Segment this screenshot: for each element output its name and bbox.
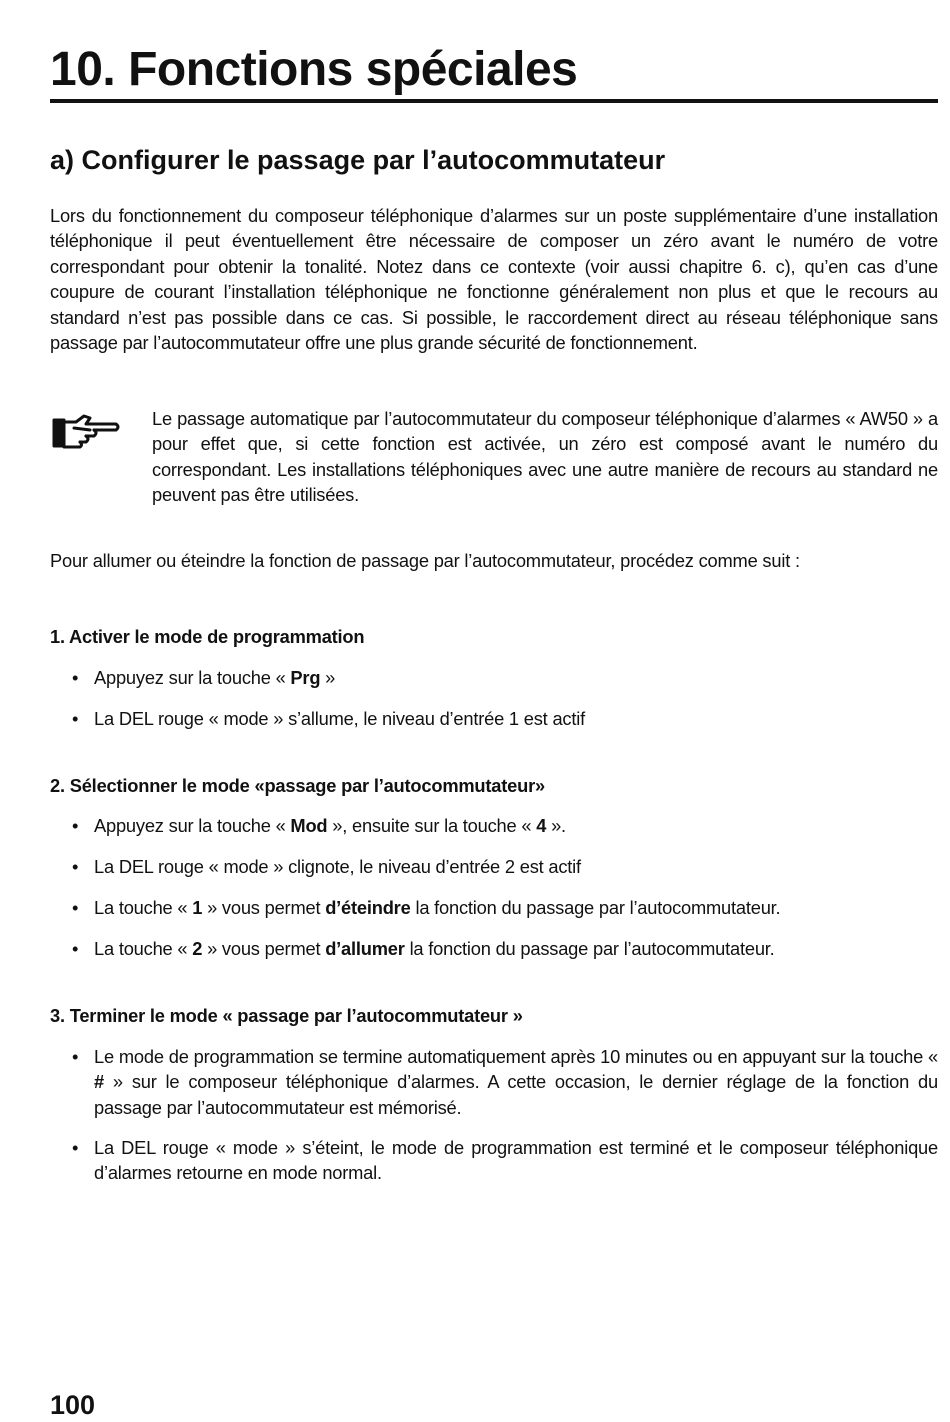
bullet-marker: •: [72, 708, 79, 729]
bullet-marker: •: [72, 1046, 79, 1067]
step-3-heading: 3. Terminer le mode « passage par l’autocommutateur »: [50, 1005, 523, 1026]
section-heading: a) Configurer le passage par l’autocommutateur: [50, 145, 666, 175]
bullet-marker: •: [72, 815, 79, 836]
step-2-heading: 2. Sélectionner le mode «passage par l’autocommutateur»: [50, 775, 545, 796]
step-1-heading: 1. Activer le mode de programmation: [50, 626, 365, 647]
bullet-marker: •: [72, 856, 79, 877]
bullet-marker: •: [72, 1137, 79, 1158]
pointing-hand-icon: [50, 412, 122, 452]
list-item-text: Le mode de programmation se termine automatiquement après 10 minutes ou en appuyant sur la touche « # » sur le composeur téléphonique d’alarmes. A cette occasion, le dernier réglage de la fonction du passage par l’autocommutateur est mémorisé.: [94, 1046, 938, 1118]
list-item-text: La DEL rouge « mode » clignote, le niveau d’entrée 2 est actif: [94, 856, 581, 877]
list-item-text: Appuyez sur la touche « Mod », ensuite sur la touche « 4 ».: [94, 815, 566, 836]
title-rule: [50, 99, 938, 103]
bullet-marker: •: [72, 667, 79, 688]
list-item-text: La DEL rouge « mode » s’éteint, le mode de programmation est terminé et le composeur téléphonique d’alarmes retourne en mode normal.: [94, 1137, 938, 1184]
bullet-marker: •: [72, 897, 79, 918]
note-text: Le passage automatique par l’autocommutateur du composeur téléphonique d’alarmes « AW50 » a pour effet que, si cette fonction est activée, un zéro est composé avant le numéro du correspondant. Les installations téléphoniques avec une autre manière de recours au standard ne peuvent pas être utilisées.: [152, 408, 938, 506]
list-item-text: La touche « 2 » vous permet d’allumer la fonction du passage par l’autocommutateur.: [94, 938, 775, 959]
list-item-text: Appuyez sur la touche « Prg »: [94, 667, 336, 688]
list-item-text: La touche « 1 » vous permet d’éteindre la fonction du passage par l’autocommutateur.: [94, 897, 781, 918]
lead-text: Pour allumer ou éteindre la fonction de passage par l’autocommutateur, procédez comme suit :: [50, 550, 800, 571]
page-number: 100: [50, 1390, 96, 1420]
bullet-marker: •: [72, 938, 79, 959]
intro-paragraph: Lors du fonctionnement du composeur téléphonique d’alarmes sur un poste supplémentaire d’une installation téléphonique il peut éventuellement être nécessaire de composer un zéro avant le numéro de votre correspondant pour obtenir la tonalité. Notez dans ce contexte (voir aussi chapitre 6. c), qu’en cas d’une coupure de courant l’installation téléphonique ne fonctionne généralement non plus et que le recours au standard n’est pas possible dans ce cas. Si possible, le raccordement direct au réseau téléphonique sans passage par l’autocommutateur offre une plus grande sécurité de fonctionnement.: [50, 205, 938, 354]
page-title: 10. Fonctions spéciales: [50, 43, 578, 96]
list-item-text: La DEL rouge « mode » s’allume, le niveau d’entrée 1 est actif: [94, 708, 585, 729]
